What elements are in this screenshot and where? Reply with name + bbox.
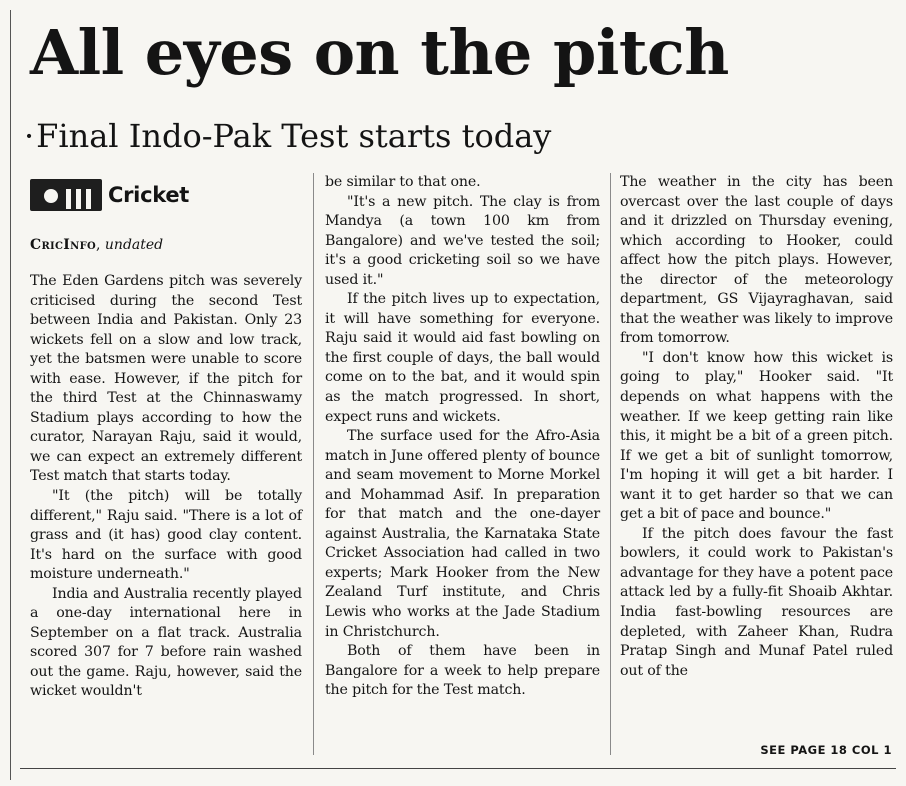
bottom-rule bbox=[20, 768, 896, 769]
byline-dateline: undated bbox=[104, 237, 164, 253]
byline-source: CricInfo bbox=[30, 237, 96, 253]
stump-shape bbox=[76, 189, 81, 209]
stump-shape bbox=[86, 189, 91, 209]
paragraph: be similar to that one. bbox=[325, 174, 481, 190]
column-divider bbox=[313, 173, 314, 755]
column-divider bbox=[610, 173, 611, 755]
paragraph: "It's a new pitch. The clay is from Mandya (a town 100 km from Bangalore) and we've tested the soil; it's a good cricketing soil so we have used it." bbox=[325, 193, 600, 288]
paragraph: India and Australia recently played a one-day international here in September on a flat track. Australia scored 307 for 7 before rain washed out the game. Raju, however, said the wicket wouldn't bbox=[30, 585, 302, 700]
article-column-3 bbox=[620, 173, 893, 681]
section-label: Cricket bbox=[108, 183, 189, 207]
section-tag bbox=[30, 178, 189, 212]
continuation-jump-line: SEE PAGE 18 COL 1 bbox=[760, 743, 892, 757]
subheadline bbox=[24, 116, 551, 156]
paragraph: "I don't know how this wicket is going to play," Hooker said. "It depends on what happens with the weather. If we keep getting rain like this, it might be a bit of a green pitch. If we get a bit of sunlight tomorrow, I'm hoping it will get a bit harder. I want it to get harder so that we can get a bit of pace and bounce." bbox=[620, 349, 893, 523]
paragraph: If the pitch lives up to expectation, it will have something for everyone. Raju said it would aid fast bowling on the first couple of days, the ball would come on to the bat, and it would spin as the match progressed. In short, expect runs and wickets. bbox=[325, 291, 600, 425]
stump-shape bbox=[66, 189, 71, 209]
paragraph: The Eden Gardens pitch was severely criticised during the second Test between India and Pakistan. Only 23 wickets fell on a slow and low track, yet the batsmen were unable to score with ease. However, if the pitch for the third Test at the Chinnaswamy Stadium plays according to how the curator, Narayan Raju, said it would, we can expect an extremely different Test match that starts today. bbox=[30, 273, 302, 485]
article-column-1 bbox=[30, 272, 302, 702]
paragraph: "It (the pitch) will be totally different," Raju said. "There is a lot of grass and (it has) good clay content. It's hard on the surface with good moisture underneath." bbox=[30, 488, 302, 583]
cricket-stumps-icon bbox=[30, 179, 102, 211]
paragraph: Both of them have been in Bangalore for a week to help prepare the pitch for the Test match. bbox=[325, 643, 600, 699]
cricket-ball-shape bbox=[44, 189, 58, 203]
article-column-2 bbox=[325, 173, 600, 701]
paragraph: If the pitch does favour the fast bowlers, it could work to Pakistan's advantage for they have a potent pace attack led by a fully-fit Shoaib Akhtar. India fast-bowling resources are depleted, with Zaheer Khan, Rudra Pratap Singh and Munaf Patel ruled out of the bbox=[620, 525, 893, 679]
headline: All eyes on the pitch bbox=[30, 16, 729, 89]
left-margin-rule bbox=[10, 10, 11, 780]
subheadline-text: Final Indo-Pak Test starts today bbox=[36, 117, 552, 155]
byline: CricInfo, undated bbox=[30, 237, 164, 253]
bullet-dot: · bbox=[24, 117, 35, 155]
paragraph: The surface used for the Afro-Asia match in June offered plenty of bounce and seam movement to Morne Morkel and Mohammad Asif. In preparation for that match and the one-dayer against Australia, the Karnataka State Cricket Association had called in two experts; Mark Hooker from the New Zealand Turf institute, and Chris Lewis who works at the Jade Stadium in Christchurch. bbox=[325, 428, 600, 640]
paragraph: The weather in the city has been overcast over the last couple of days and it drizzled on Thursday evening, which according to Hooker, could affect how the pitch plays. However, the director of the meteorology department, GS Vijayraghavan, said that the weather was likely to improve from tomorrow. bbox=[620, 174, 893, 347]
